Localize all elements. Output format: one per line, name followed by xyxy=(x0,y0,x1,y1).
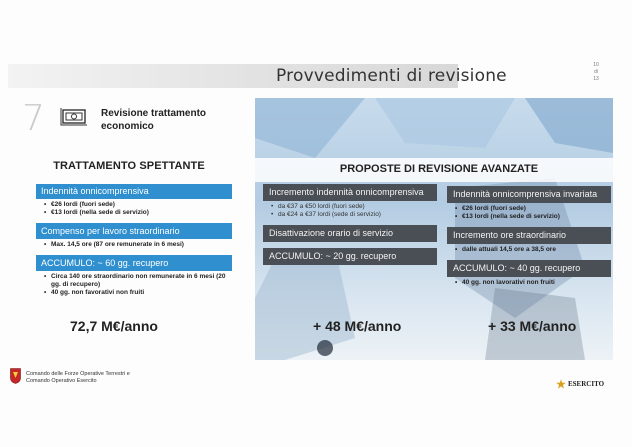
list-item: • Max. 14,5 ore (87 ore remunerate in 6 mesi) xyxy=(44,241,232,249)
proposal-a-total: + 48 M€/anno xyxy=(313,318,402,334)
esercito-logo-text: ESERCITO xyxy=(568,380,605,388)
page-ref-total: 13 xyxy=(593,76,599,82)
page-ref-current: 10 xyxy=(593,62,599,68)
allowance-unchanged-box: Indennità onnicomprensiva invariata xyxy=(447,186,611,203)
allowance-unchanged-bullets xyxy=(447,203,611,223)
list-item: • 40 gg. non lavorativi non fruiti xyxy=(455,279,611,287)
accumulation-a-box: ACCUMULO: ~ 20 gg. recupero xyxy=(263,248,437,265)
list-item: • €13 lordi (nella sede di servizio) xyxy=(455,213,611,221)
footer-org-line: Comando delle Forze Operative Terrestri e xyxy=(26,371,130,377)
page-ref xyxy=(590,62,602,83)
accumulation-b-bullets xyxy=(447,277,611,289)
proposal-a-column xyxy=(263,184,437,265)
accumulation-box: ACCUMULO: ~ 60 gg. recupero xyxy=(36,255,232,271)
esercito-logo xyxy=(556,378,604,390)
accumulation-bullets xyxy=(36,271,232,299)
section-number: 7 xyxy=(22,98,45,139)
star-icon xyxy=(556,379,566,389)
money-icon xyxy=(60,105,88,127)
list-item: • Circa 140 ore straordinario non remunerate in 6 mesi (20 gg. di recupero) xyxy=(44,273,232,289)
list-item: • €13 lordi (nella sede di servizio) xyxy=(44,209,232,217)
list-item: • da €37 a €50 lordi (fuori sede) xyxy=(271,203,437,211)
current-treatment-heading: TRATTAMENTO SPETTANTE xyxy=(53,160,205,172)
current-total: 72,7 M€/anno xyxy=(70,318,158,334)
accumulation-b-box: ACCUMULO: ~ 40 gg. recupero xyxy=(447,260,611,277)
footer-org-line: Comando Operativo Esercito xyxy=(26,378,97,384)
page-title: Provvedimenti di revisione xyxy=(276,66,507,86)
list-item: • 40 gg. non favorativi non fruiti xyxy=(44,289,232,297)
overtime-increase-box: Incremento ore straordinario xyxy=(447,227,611,244)
footer-org xyxy=(26,371,166,385)
proposals-heading: PROPOSTE DI REVISIONE AVANZATE xyxy=(339,163,539,175)
overtime-bullets xyxy=(36,239,232,251)
page-ref-sep: di xyxy=(594,69,598,75)
list-item: • da €24 a €37 lordi (sede di servizio) xyxy=(271,211,437,219)
allowance-increase-box: Incremento indennità onnicomprensiva xyxy=(263,184,437,201)
list-item: • dalle attuali 14,5 ore a 38,5 ore xyxy=(455,246,611,254)
list-item: • €26 lordi (fuori sede) xyxy=(44,201,232,209)
overtime-increase-bullets xyxy=(447,244,611,256)
allowance-increase-bullets xyxy=(263,201,437,221)
proposal-b-column xyxy=(447,186,611,293)
proposal-b-total: + 33 M€/anno xyxy=(488,318,577,334)
crest-icon xyxy=(10,368,21,384)
current-treatment-column xyxy=(36,160,232,303)
allowance-box: Indennità onnicomprensiva xyxy=(36,184,232,199)
section-title: Revisione trattamento economico xyxy=(101,108,207,132)
allowance-bullets xyxy=(36,199,232,219)
overtime-box: Compenso per lavoro straordinario xyxy=(36,223,232,239)
list-item: • €26 lordi (fuori sede) xyxy=(455,205,611,213)
service-schedule-box: Disattivazione orario di servizio xyxy=(263,225,437,242)
